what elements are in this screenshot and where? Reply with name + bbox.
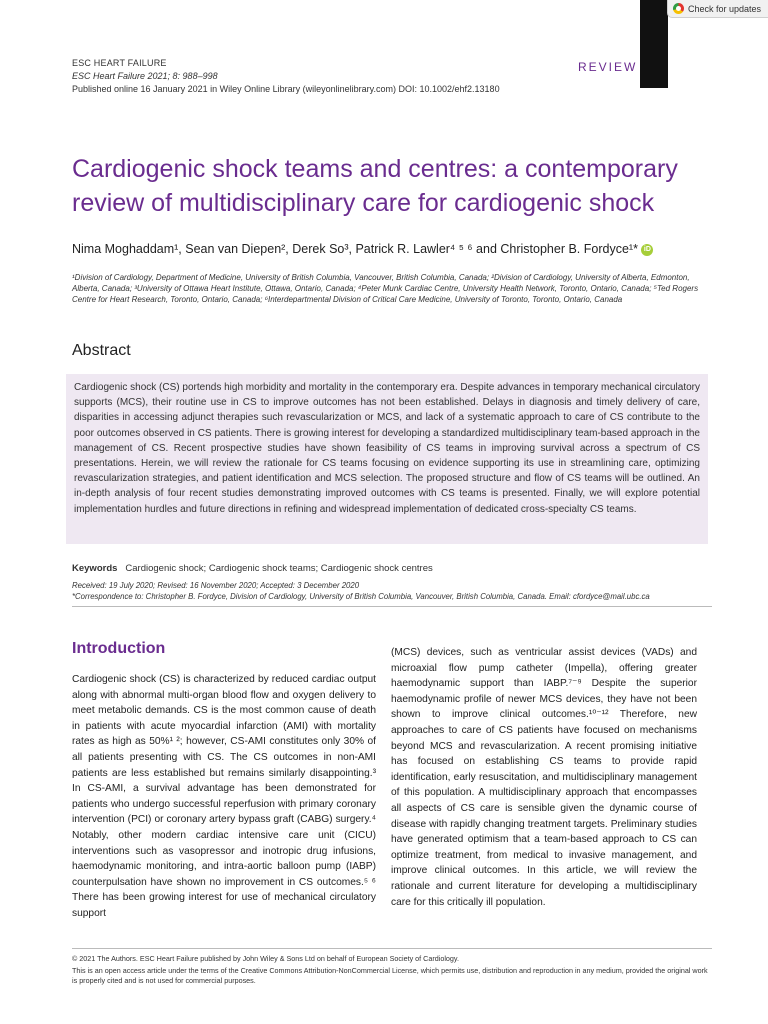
keywords-text: Cardiogenic shock; Cardiogenic shock teams; Cardiogenic shock centres xyxy=(125,563,433,574)
check-for-updates-label: Check for updates xyxy=(688,3,762,14)
affiliations: ¹Division of Cardiology, Department of Medicine, University of British Columbia, Vancouver, British Columbia, Canada; ²Division of Cardiology, University of Alberta, Edmonton, Alberta, Canada; ³University of Ottawa Heart Institute, Ottawa, Ontario, Canada; ⁴Peter Munk Cardiac Centre, University Health Network, Toronto, Ontario, Canada; ⁵Ted Rogers Centre for Heart Research, Toronto, Ontario, Canada; ⁶Interdepartmental Division of Critical Care Medicine, University of Toronto, Toronto, Ontario, Canada xyxy=(72,273,699,304)
orcid-icon[interactable]: iD xyxy=(641,244,653,256)
keywords xyxy=(72,563,433,574)
introduction-right-column xyxy=(391,645,697,910)
license-notice: This is an open access article under the terms of the Creative Commons Attribution-NonCommercial License, which permits use, distribution and reproduction in any medium, provided the original work is properly cited and is not used for commercial purposes. xyxy=(72,966,708,985)
article-title: Cardiogenic shock teams and centres: a contemporary review of multidisciplinary care for cardiogenic shock xyxy=(72,155,678,217)
publication-info: Published online 16 January 2021 in Wiley Online Library (wileyonlinelibrary.com) DOI: 10.1002/ehf2.13180 xyxy=(72,84,500,94)
introduction-left-column xyxy=(72,672,376,922)
header-black-bar xyxy=(640,0,668,88)
article-dates: Received: 19 July 2020; Revised: 16 November 2020; Accepted: 3 December 2020 xyxy=(72,581,360,590)
crossmark-icon xyxy=(673,3,684,14)
abstract-text: Cardiogenic shock (CS) portends high morbidity and mortality in the contemporary era. Despite advances in temporary mechanical circulatory supports (MCS), their routine use in CS to improve outcomes has not been established. Delays in diagnosis and timely delivery of care, disparities in accessing adjunct therapies such revascularization or MCS, and lack of a systematic approach to care of CS contribute to the poor outcomes observed in CS patients. There is growing interest for developing a standardized multidisciplinary team-based approach in the management of CS. Recent prospective studies have shown feasibility of CS teams in improving survival across a spectrum of CS presentations. Herein, we will review the rationale for CS teams focusing on evidence supporting its use in streamlining care, optimizing revascularization strategies, and patient identification and MCS selection. The proposed structure and flow of CS teams will be outlined. An in-depth analysis of four recent studies demonstrating improved outcomes with CS teams is presented. Finally, we will explore potential implementation hurdles and future directions in refining and widespread implementation of dedicated cross-specialty CS teams. xyxy=(74,382,700,515)
check-for-updates-button[interactable] xyxy=(667,0,768,18)
introduction-heading: Introduction xyxy=(72,640,166,657)
keywords-label: Keywords xyxy=(72,563,118,574)
footer-divider xyxy=(72,948,712,949)
divider xyxy=(72,606,712,607)
introduction-paragraph-left: Cardiogenic shock (CS) is characterized by reduced cardiac output along with abnormal multi-organ blood flow and oxygen delivery to meet metabolic demands. CS is the most common cause of death in patients with acute myocardial infarction (AMI) with mortality rates as high as 50%¹ ²; however, CS-AMI constitutes only 30% of all patients presenting with CS. The CS outcomes in non-AMI patients are less established but remains similarly disappointing.³ In CS-AMI, a survival advantage has been demonstrated for patients who undergo successful reperfusion with primary coronary intervention (PCI) or coronary artery bypass graft (CABG) surgery.⁴ Notably, other modern cardiac intensive care unit (CICU) interventions such as vasopressor and inotropic drug infusions, haemodynamic monitoring, and intra-aortic balloon pump (IABP) counterpulsation have shown no improvement in CS outcomes.⁵ ⁶ There has been growing interest for use of mechanical circulatory support xyxy=(72,674,376,919)
section-label: REVIEW xyxy=(578,60,638,74)
authors-text: Nima Moghaddam¹, Sean van Diepen², Derek So³, Patrick R. Lawler⁴ ⁵ ⁶ and Christopher B. Fordyce¹* xyxy=(72,242,638,256)
journal-name: ESC HEART FAILURE xyxy=(72,58,167,68)
abstract-heading: Abstract xyxy=(72,342,131,359)
author-list xyxy=(72,242,712,256)
correspondence: *Correspondence to: Christopher B. Fordyce, Division of Cardiology, University of British Columbia, Vancouver, British Columbia, Canada. Email: cfordyce@mail.ubc.ca xyxy=(72,592,650,601)
introduction-paragraph-right: (MCS) devices, such as ventricular assist devices (VADs) and microaxial flow pump catheter (Impella), offering greater haemodynamic support than IABP.⁷⁻⁹ Despite the superior haemodynamic profile of newer MCS devices, they have not been shown to improve clinical outcomes.¹⁰⁻¹² Therefore, new approaches to care of CS patients have focused on mechanisms beyond MCS and revascularization. A recent promising initiative has focused on establishing CS teams to provide rapid identification, early resuscitation, and multidisciplinary management of this population. A multidisciplinary approach that encompasses all aspects of CS care is sensible given the dynamic course of disease with rapidly changing treatment targets. Preliminary studies have generated optimism that a team-based approach to CS can optimize treatment, from medical to invasive management, and improve clinical outcomes. In this article, we will review the rationale and current literature for developing a multidisciplinary care for this critically ill population. xyxy=(391,647,697,908)
journal-citation: ESC Heart Failure 2021; 8: 988–998 xyxy=(72,71,218,81)
abstract-box xyxy=(66,374,708,544)
copyright-notice: © 2021 The Authors. ESC Heart Failure published by John Wiley & Sons Ltd on behalf of European Society of Cardiology. xyxy=(72,954,459,963)
